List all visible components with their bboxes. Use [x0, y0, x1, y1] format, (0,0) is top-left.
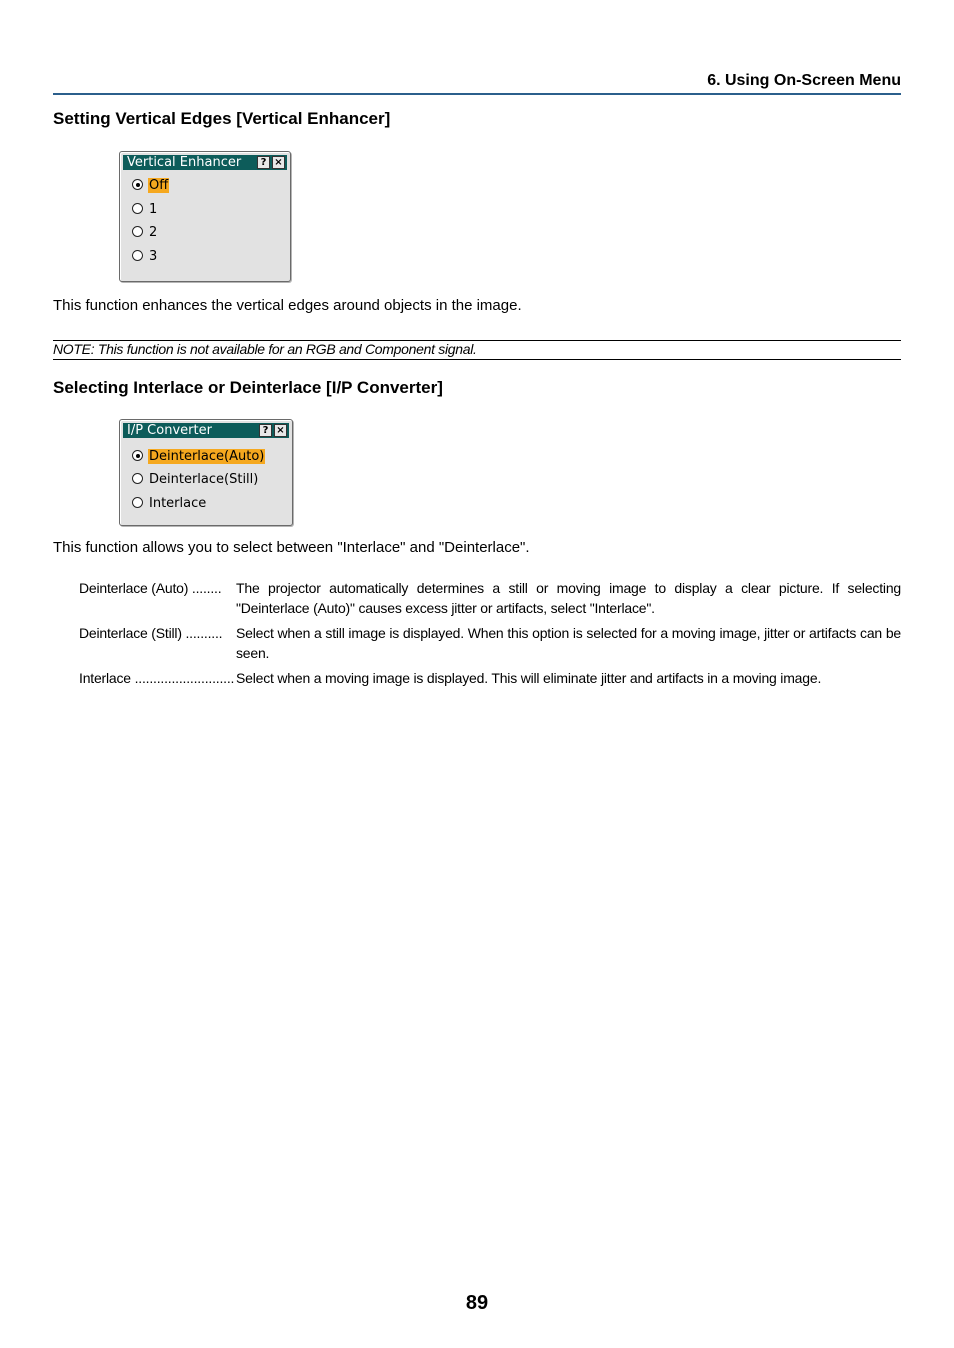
- section-heading-ip-converter: Selecting Interlace or Deinterlace [I/P Converter]: [53, 378, 443, 397]
- option-label: Deinterlace(Auto): [149, 449, 265, 464]
- radio-icon: [132, 226, 143, 237]
- definition-desc: The projector automatically determines a still or moving image to display a clear picture. If selecting "Deinterlace (Auto)" causes excess jitter or artifacts, select "Interlace".: [236, 580, 901, 616]
- option-label: Off: [149, 178, 169, 193]
- option-label: Deinterlace(Still): [149, 472, 259, 487]
- option-label: 3: [149, 249, 158, 264]
- close-icon[interactable]: ×: [272, 156, 285, 169]
- radio-icon: [132, 203, 143, 214]
- dialog-title-bar: [123, 423, 289, 438]
- definition-term: Deinterlace (Still) ..........: [79, 625, 223, 641]
- definition-row: [79, 578, 901, 618]
- option-label: 2: [149, 225, 158, 240]
- help-icon[interactable]: ?: [259, 424, 272, 437]
- dialog-title-bar: [123, 155, 287, 170]
- close-icon[interactable]: ×: [274, 424, 287, 437]
- option-2[interactable]: [132, 225, 158, 241]
- option-off[interactable]: [132, 178, 169, 194]
- vertical-enhancer-dialog: [119, 151, 291, 282]
- definition-desc: Select when a still image is displayed. When this option is selected for a moving image, jitter or artifacts can be seen.: [236, 625, 901, 661]
- definition-row: [79, 668, 901, 688]
- radio-selected-icon: [132, 179, 143, 190]
- help-icon[interactable]: ?: [257, 156, 270, 169]
- radio-icon: [132, 473, 143, 484]
- page-header: [53, 70, 901, 95]
- option-label: Interlace: [149, 496, 207, 511]
- chapter-title: 6. Using On-Screen Menu: [707, 72, 901, 89]
- option-deinterlace-still[interactable]: [132, 472, 259, 488]
- page-number: 89: [465, 1292, 489, 1314]
- section-heading-vertical-enhancer: Setting Vertical Edges [Vertical Enhancer]: [53, 109, 391, 128]
- option-interlace[interactable]: [132, 496, 207, 512]
- option-deinterlace-auto[interactable]: [132, 449, 265, 465]
- dialog-title: Vertical Enhancer: [127, 155, 242, 170]
- dialog-title: I/P Converter: [127, 423, 212, 438]
- radio-icon: [132, 497, 143, 508]
- radio-icon: [132, 250, 143, 261]
- option-1[interactable]: [132, 202, 158, 218]
- definition-term: Deinterlace (Auto) ........: [79, 580, 222, 596]
- radio-selected-icon: [132, 450, 143, 461]
- note-text: NOTE: This function is not available for an RGB and Component signal.: [53, 341, 477, 357]
- option-3[interactable]: [132, 249, 158, 265]
- ip-converter-description: This function allows you to select between "Interlace" and "Deinterlace".: [53, 539, 530, 556]
- definition-row: [79, 623, 901, 663]
- definition-list: [79, 578, 901, 693]
- definition-desc: Select when a moving image is displayed. This will eliminate jitter and artifacts in a moving image.: [236, 670, 822, 686]
- ip-converter-dialog: [119, 419, 293, 526]
- vertical-enhancer-description: This function enhances the vertical edges around objects in the image.: [53, 297, 522, 314]
- definition-term: Interlace ...........................: [79, 670, 235, 686]
- note: [53, 340, 901, 360]
- option-label: 1: [149, 202, 158, 217]
